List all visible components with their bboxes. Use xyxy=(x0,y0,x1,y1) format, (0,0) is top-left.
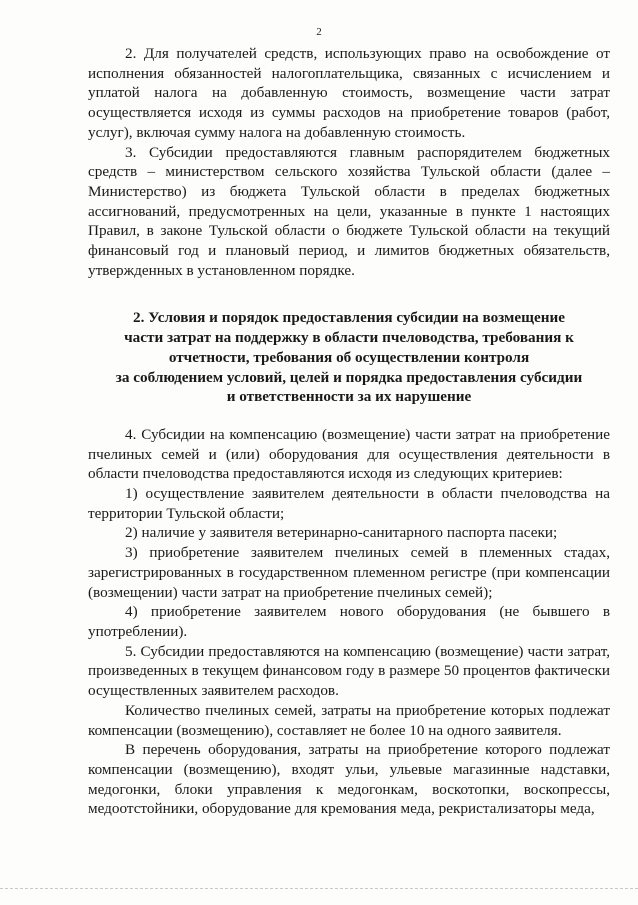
criterion-4: 4) приобретение заявителем нового оборудования (не бывшего в употреблении). xyxy=(88,603,610,640)
heading-line: 2. Условия и порядок предоставления субсидии на возмещение xyxy=(133,309,565,327)
criterion-2: 2) наличие у заявителя ветеринарно-санитарного паспорта пасеки; xyxy=(125,524,558,542)
page-number: 2 xyxy=(316,26,322,38)
paragraph-2: 2. Для получателей средств, использующих право на освобождение от исполнения обязанностей налогоплательщика, связанных с исчислением и уплатой налога на добавленную стоимость, возмещение части затрат осуществляется исходя из суммы расходов на приобретение товаров (работ, услуг), включая сумму налога на добавленную стоимость. xyxy=(88,45,610,141)
scan-edge-divider xyxy=(0,888,638,889)
paragraph-equipment-list: В перечень оборудования, затраты на приобретение которого подлежат компенсации (возмещению), входят ульи, ульевые магазинные надставки, медогонки, блоки управления к медогонкам, воскотопки, воскопрессы, медоотстойники, оборудование для кремования меда, рекристализаторы меда, xyxy=(88,741,610,818)
heading-line: за соблюдением условий, целей и порядка предоставления субсидии xyxy=(115,368,583,386)
document-body xyxy=(88,44,610,819)
heading-line: и ответственности за их нарушение xyxy=(226,388,472,406)
paragraph-5: 5. Субсидии предоставляются на компенсацию (возмещение) части затрат, произведенных в текущем финансовом году в размере 50 процентов фактически осуществленных заявителем расходов. xyxy=(88,642,610,700)
criterion-1: 1) осуществление заявителем деятельности в области пчеловодства на территории Тульской области; xyxy=(88,485,610,522)
paragraph-bee-count: Количество пчелиных семей, затраты на приобретение которых подлежат компенсации (возмещению), составляет не более 10 на одного заявителя. xyxy=(88,701,610,739)
section-heading xyxy=(88,308,610,407)
heading-line: отчетности, требования об осуществлении контроля xyxy=(168,348,530,366)
criterion-3: 3) приобретение заявителем пчелиных семей в племенных стадах, зарегистрированных в государственном племенном регистре (при компенсации (возмещении) части затрат на приобретение пчелиных семей); xyxy=(88,544,610,601)
paragraph-3: 3. Субсидии предоставляются главным распорядителем бюджетных средств – министерством сельского хозяйства Тульской области (далее – Министерство) из бюджета Тульской области в пределах бюджетных ассигнований, предусмотренных на цели, указанные в пункте 1 настоящих Правил, в законе Тульской области о бюджете Тульской области на текущий финансовый год и плановый период, и лимитов бюджетных обязательств, утвержденных в установленном порядке. xyxy=(88,143,610,279)
paragraph-4: 4. Субсидии на компенсацию (возмещение) части затрат на приобретение пчелиных семей и (или) оборудования для осуществления деятельности в области пчеловодства предоставляются исходя из следующих критериев: xyxy=(88,425,610,483)
heading-line: части затрат на поддержку в области пчеловодства, требования к xyxy=(124,329,574,347)
